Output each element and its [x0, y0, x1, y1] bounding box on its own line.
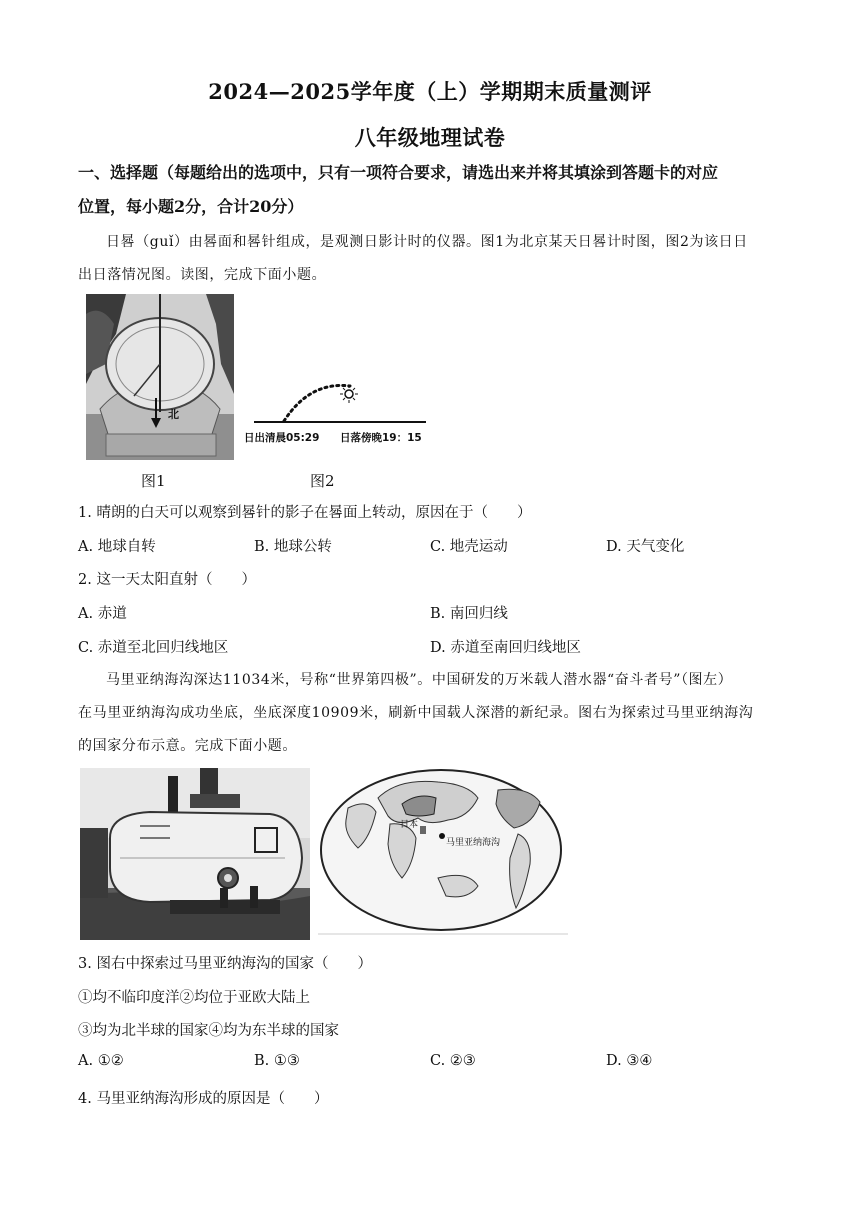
section-heading-line2: 位置，每小题2分，合计20分）: [78, 197, 304, 216]
q3-option-d: D. ③④: [606, 1053, 653, 1069]
q1-option-a: A. 地球自转: [78, 539, 156, 555]
sun-icon: [345, 390, 353, 398]
figure-1-sundial-photo: [86, 294, 234, 460]
submersible-photo: [80, 768, 310, 940]
q3-option-c: C. ②③: [430, 1053, 476, 1069]
figure-2-caption: 图2: [310, 472, 335, 490]
sunset-label: 日落傍晚19：15: [340, 432, 422, 444]
q1-option-c: C. 地壳运动: [430, 539, 508, 555]
world-map-figure: [318, 768, 568, 940]
map-label-japan: 日本: [400, 820, 419, 830]
question-3-line1: ①均不临印度洋②均位于亚欧大陆上: [78, 990, 310, 1006]
passage-1-line2: 出日落情况图。读图，完成下面小题。: [78, 267, 327, 283]
passage-1: [78, 226, 790, 292]
north-label: 北: [168, 408, 179, 421]
passage-2-line2: 在马里亚纳海沟成功坐底，坐底深度10909米，刷新中国载人深潜的新纪录。图右为探索过马里亚纳海沟: [78, 705, 754, 721]
section-heading: [78, 156, 790, 224]
q2-option-b: B. 南回归线: [430, 606, 508, 622]
figure-1-caption: 图1: [141, 472, 166, 490]
q2-option-a: A. 赤道: [78, 606, 127, 622]
q1-option-d: D. 天气变化: [606, 539, 685, 555]
sunrise-label: 日出清晨05:29: [244, 432, 320, 444]
q2-option-c: C. 赤道至北回归线地区: [78, 640, 229, 656]
passage-2-line1: 马里亚纳海沟深达11034米，号称“世界第四极”。中国研发的万米载人潜水器“奋斗者号”（图左）: [106, 672, 733, 688]
q2-option-d: D. 赤道至南回归线地区: [430, 640, 581, 656]
section-heading-line1: 一、选择题（每题给出的选项中，只有一项符合要求，请选出来并将其填涂到答题卡的对应: [78, 163, 719, 182]
q1-option-b: B. 地球公转: [254, 539, 332, 555]
passage-1-line1: 日晷（guǐ）由晷面和晷针组成，是观测日影计时的仪器。图1为北京某天日晷计时图，图2为该日日: [106, 234, 748, 250]
trench-marker: [439, 833, 445, 839]
passage-2: [78, 664, 790, 763]
q3-option-a: A. ①②: [78, 1053, 124, 1069]
map-label-trench: 马里亚纳海沟: [446, 838, 501, 848]
page-title: 2024—2025学年度（上）学期期末质量测评: [208, 79, 652, 104]
question-3-line2: ③均为北半球的国家④均为东半球的国家: [78, 1023, 339, 1039]
q3-option-b: B. ①③: [254, 1053, 300, 1069]
question-4-stem: 4. 马里亚纳海沟形成的原因是（ ）: [78, 1091, 329, 1107]
question-2-stem: 2. 这一天太阳直射（ ）: [78, 572, 256, 588]
question-1-stem: 1. 晴朗的白天可以观察到晷针的影子在晷面上转动，原因在于（ ）: [78, 505, 532, 521]
question-3-stem: 3. 图右中探索过马里亚纳海沟的国家（ ）: [78, 956, 372, 972]
passage-2-line3: 的国家分布示意。完成下面小题。: [78, 738, 297, 754]
page-subtitle: 八年级地理试卷: [354, 125, 506, 150]
sun-path-arc: [284, 385, 350, 421]
